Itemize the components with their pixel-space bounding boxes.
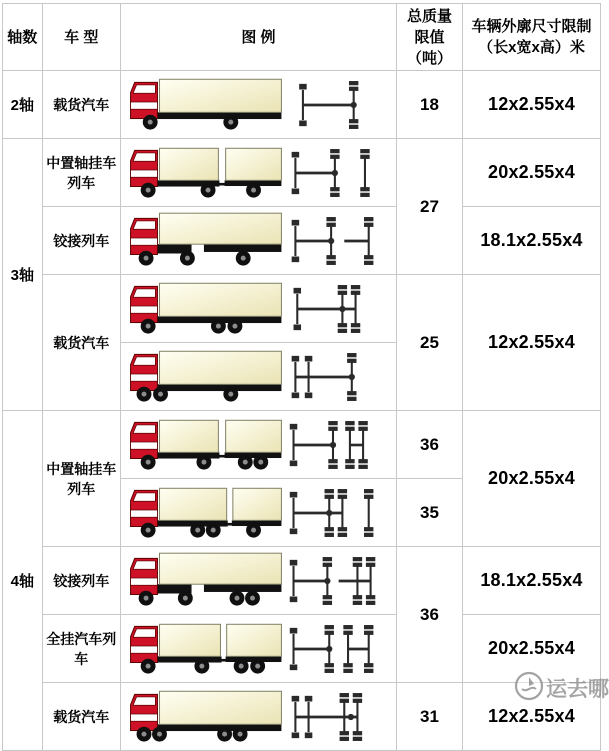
axle-diagram-icon (286, 216, 380, 266)
mass-limit-cell (396, 547, 462, 683)
mass-limit-value: 27 (420, 196, 439, 216)
dimension-limit-cell (463, 683, 601, 751)
axle-group-cell-3axle (3, 139, 43, 411)
table-row (3, 615, 601, 683)
vehicle-type-cell (42, 411, 120, 547)
dimension-limit-value: 20x2.55x4 (488, 638, 575, 658)
legend-cell (120, 71, 396, 139)
dimension-limit-value: 18.1x2.55x4 (480, 230, 583, 250)
box-truck-twin-steer-icon (126, 343, 286, 410)
mass-limit-value: 18 (420, 94, 439, 114)
axle-group-label: 3轴 (10, 267, 34, 284)
header-mass-limit-line2: 限值（吨） (406, 28, 452, 67)
vehicle-type-label: 中置轴挂车列车 (46, 154, 117, 191)
axle-group-label: 4轴 (10, 573, 34, 590)
vehicle-type-label: 铰接列车 (53, 572, 110, 589)
full-trailer-train-icon (126, 615, 286, 682)
axle-diagram-icon (286, 80, 380, 130)
header-dimension-limit-line1: 车辆外廓尺寸限制 (471, 18, 592, 35)
legend-cell (120, 615, 396, 683)
dimension-limit-cell (463, 139, 601, 207)
vehicle-type-label: 载货汽车 (53, 96, 110, 113)
header-dimension-limit-line2: （长x宽x高）米 (478, 39, 585, 56)
mass-limit-cell (396, 411, 462, 479)
mass-limit-cell (396, 71, 462, 139)
table-row (3, 411, 601, 479)
vehicle-type-cell (42, 139, 120, 207)
header-row (3, 4, 601, 71)
mass-limit-cell (396, 683, 462, 751)
axle-diagram-icon (286, 420, 380, 470)
vehicle-type-label: 载货汽车 (53, 334, 110, 351)
header-mass-limit (396, 4, 462, 71)
header-axle-count-label: 轴数 (7, 28, 38, 46)
header-legend-label: 图 例 (241, 28, 276, 46)
table-row (3, 139, 601, 207)
axle-diagram-icon (286, 488, 380, 538)
header-dimension-limit (463, 4, 601, 71)
vehicle-type-cell (42, 71, 120, 139)
table-row (3, 71, 601, 139)
axle-diagram-icon (286, 556, 380, 606)
vehicle-type-label: 载货汽车 (53, 708, 110, 725)
central-axle-trailer-train-tandem-icon (126, 479, 286, 546)
table-row (3, 547, 601, 615)
mass-limit-value: 36 (420, 434, 439, 454)
axle-diagram-icon (286, 624, 380, 674)
vehicle-type-cell (42, 615, 120, 683)
mass-limit-cell (396, 275, 462, 411)
articulated-train-tandem-icon (126, 547, 286, 614)
legend-cell (120, 411, 396, 479)
dimension-limit-cell (463, 615, 601, 683)
vehicle-type-cell (42, 207, 120, 275)
axle-diagram-icon (286, 692, 380, 742)
legend-cell (120, 207, 396, 275)
axle-diagram-icon (286, 284, 380, 334)
dimension-limit-cell (463, 411, 601, 547)
table-row (3, 207, 601, 275)
axle-diagram-icon (286, 352, 380, 402)
dimension-limit-cell (463, 71, 601, 139)
mass-limit-cell (396, 479, 462, 547)
legend-cell (120, 275, 396, 343)
legend-cell (120, 343, 396, 411)
header-mass-limit-line1: 总质量 (406, 7, 452, 25)
vehicle-type-cell (42, 683, 120, 751)
central-axle-trailer-train-icon (126, 411, 286, 478)
watermark-text: 运去哪 (546, 678, 609, 701)
vehicle-type-cell (42, 275, 120, 411)
dimension-limit-value: 18.1x2.55x4 (480, 570, 583, 590)
central-axle-trailer-train-icon (126, 139, 286, 206)
box-truck-icon (126, 71, 286, 138)
mass-limit-cell (396, 139, 462, 275)
axle-group-label: 2轴 (10, 97, 34, 114)
dimension-limit-cell (463, 275, 601, 411)
legend-cell (120, 683, 396, 751)
vehicle-type-label: 全挂汽车列车 (46, 630, 117, 667)
dimension-limit-value: 20x2.55x4 (488, 468, 575, 488)
axle-group-cell-4axle (3, 411, 43, 751)
mass-limit-value: 36 (420, 604, 439, 624)
header-vehicle-type (42, 4, 120, 71)
dimension-limit-cell (463, 547, 601, 615)
box-truck-tandem-rear-icon (126, 275, 286, 342)
table-row (3, 275, 601, 343)
legend-cell (120, 139, 396, 207)
dimension-limit-cell (463, 207, 601, 275)
mass-limit-value: 25 (420, 332, 439, 352)
table-row (3, 683, 601, 751)
legend-cell (120, 547, 396, 615)
articulated-train-icon (126, 207, 286, 274)
dimension-limit-value: 12x2.55x4 (488, 706, 575, 726)
mass-limit-value: 31 (420, 706, 439, 726)
vehicle-type-label: 铰接列车 (53, 232, 110, 249)
vehicle-type-label: 中置轴挂车列车 (46, 460, 117, 497)
truck-limits-table (2, 3, 601, 751)
dimension-limit-value: 20x2.55x4 (488, 162, 575, 182)
axle-diagram-icon (286, 148, 380, 198)
legend-cell (120, 479, 396, 547)
mass-limit-value: 35 (420, 502, 439, 522)
box-truck-4axle-icon (126, 683, 286, 750)
axle-group-cell-2axle (3, 71, 43, 139)
header-vehicle-type-label: 车 型 (64, 28, 99, 46)
vehicle-type-cell (42, 547, 120, 615)
dimension-limit-value: 12x2.55x4 (488, 94, 575, 114)
header-legend (120, 4, 396, 71)
header-axle-count (3, 4, 43, 71)
dimension-limit-value: 12x2.55x4 (488, 332, 575, 352)
